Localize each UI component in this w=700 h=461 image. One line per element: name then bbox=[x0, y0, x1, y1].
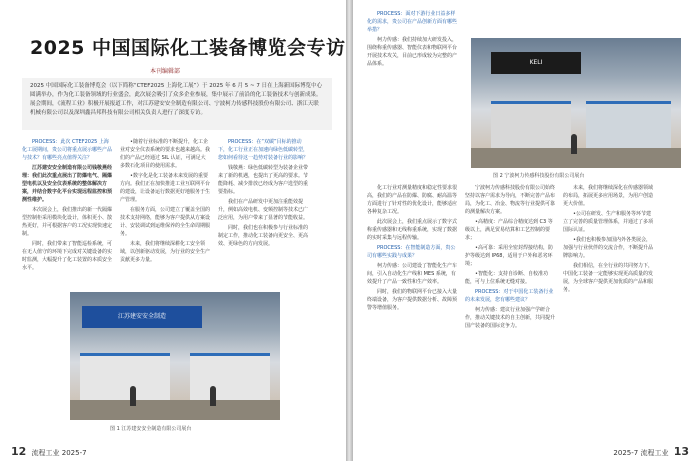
paragraph: •公司在研发、生产和服务等环节建立了完善的质量管理体系，并通过了多项国际认证。 bbox=[563, 211, 654, 233]
text-column bbox=[367, 184, 457, 332]
text-column bbox=[563, 184, 653, 332]
page-number: 12 bbox=[11, 445, 27, 458]
right-page bbox=[353, 0, 700, 461]
left-page bbox=[0, 0, 346, 461]
body-columns-right bbox=[367, 184, 653, 332]
paragraph: 同时，我们带来了智能巡检系统，可在无人值守的环境下完成对关键设备的实时监测，大幅提升了化工装置的本质安全水平。 bbox=[22, 241, 113, 271]
body-columns-left bbox=[22, 138, 308, 274]
text-column bbox=[465, 184, 555, 332]
top-columns-right bbox=[367, 10, 457, 70]
paragraph: •数字化是化工装备未来发展的重要方向。我们正在加快推进工业互联网平台的建设，让设备运行数据更好地服务于生产管理。 bbox=[120, 173, 211, 203]
article-title: 2025 中国国际化工装备博览会专访 bbox=[30, 37, 346, 59]
paragraph: 同时，我们也在积极参与行业标准的制定工作，推动化工装备向更安全、更高效、更绿色的方向发展。 bbox=[218, 225, 309, 247]
paragraph: 江苏建安安全制造有限公司钱敬燕经理：我们此次重点展出了防爆电气、隔爆型电机以及安全仪表系统的整体解决方案，并结合数字化平台实现远程监控和预测性维护。 bbox=[22, 165, 113, 203]
booth-photo-1 bbox=[70, 292, 280, 420]
photo-person bbox=[571, 134, 577, 154]
photo-caption: 图 1 江苏建安安全制造有限公司展台 bbox=[110, 426, 192, 432]
text-column bbox=[120, 138, 210, 274]
page-footer bbox=[8, 445, 87, 458]
paragraph: 未来，我们将继续深化在传感器领域的布局，拓展更多应用场景，为用户创造更大价值。 bbox=[563, 185, 654, 207]
paragraph: 未来，我们将继续深耕化工安全领域，以创新驱动发展，为行业的安全生产贡献更多力量。 bbox=[120, 241, 211, 263]
photo-banner: 江苏建安安全制造 bbox=[82, 306, 202, 328]
text-column bbox=[367, 10, 457, 70]
journal-name: 流程工业 2025-7 bbox=[31, 449, 87, 457]
paragraph: 柯力传感：我们持续加大研发投入，围绕称重传感器、智能仪表和物联网平台开展技术攻关，目前已形成较为完整的产品体系。 bbox=[367, 37, 458, 67]
photo-caption: 图 2 宁波柯力传感科技股份有限公司展台 bbox=[493, 173, 585, 179]
paragraph: •我们也积极参加国内外各类展会，加强与行业伙伴的交流合作，不断提升品牌影响力。 bbox=[563, 237, 654, 259]
page-number: 13 bbox=[673, 445, 689, 458]
paragraph: 柯力传感：公司建设了智能化生产车间，引入自动化生产线和 MES 系统，有效提升了产品一致性和生产效率。 bbox=[367, 263, 458, 285]
paragraph: 我们在产品研发中更加注重能效提升，例如高效电机、变频控制等技术已广泛应用，为用户带来了显著的节能收益。 bbox=[218, 199, 309, 221]
paragraph: 在服务方面，公司建立了覆盖全国的技术支持网络，能够为客户提供从方案设计、安装调试到运维保养的全生命周期服务。 bbox=[120, 207, 211, 237]
paragraph: PROCESS：在“双碳”目标的推动下，化工行业正在加速向绿色低碳转型，您如何看待这一趋势对装备行业的影响？ bbox=[218, 139, 309, 161]
paragraph: 宁波柯力传感科技股份有限公司始终坚持以客户需求为导向，不断完善产品布局，为化工、冶金、物流等行业提供可靠的测量解决方案。 bbox=[465, 185, 556, 215]
photo-person bbox=[130, 386, 136, 406]
paragraph: 柯力传感：建议行业加强产学研合作，推动关键技术的自主创新，共同提升国产装备的国际竞争力。 bbox=[465, 307, 556, 329]
photo-booth bbox=[586, 101, 671, 150]
paragraph: •高可靠：采用全密封焊接结构，防护等级达到 IP68，适用于户外和恶劣环境； bbox=[465, 245, 553, 267]
paragraph: 我们相信，在全行业的共同努力下，中国化工装备一定能够实现更高质量的发展，为全球客户提供更加优质的产品和服务。 bbox=[563, 263, 654, 293]
paragraph: PROCESS：此次 CTEF2025 上海化工展期间，贵公司将重点展示哪些产品与技术？有哪些亮点值得关注？ bbox=[22, 139, 113, 161]
paragraph: 本次展会上，我们推出的新一代隔爆型控制柜采用模块化设计，体积更小、散热更好，并可根据客户的工况实现快速定制。 bbox=[22, 207, 113, 237]
byline: 本刊编辑部 bbox=[150, 68, 181, 75]
paragraph: 此次展会上，我们重点展示了数字式称重传感器和无线称重系统，实现了数据的实时采集与远程传输。 bbox=[367, 219, 458, 241]
photo-booth bbox=[190, 353, 270, 402]
paragraph: 钱敬燕：绿色低碳转型为装备企业带来了新的机遇，也提出了更高的要求。节能降耗、减少排放已经成为客户选型的重要指标。 bbox=[218, 165, 309, 195]
page-footer bbox=[613, 445, 692, 458]
paragraph: 化工行业对测量精度和稳定性要求很高，我们的产品在防爆、防腐、耐高温等方面进行了针对性的优化设计，能够适应各种复杂工况。 bbox=[367, 185, 458, 215]
journal-name: 2025-7 流程工业 bbox=[613, 449, 669, 457]
paragraph: PROCESS：面对下游行业日益多样化的需求，贵公司在产品创新方面有哪些举措？ bbox=[367, 11, 458, 33]
page-gutter bbox=[346, 0, 353, 461]
paragraph: •智能化：支持自诊断、自校准功能，可与上位系统无缝对接。 bbox=[465, 271, 548, 285]
paragraph: •随着行业标准的不断提升，化工企业对安全仪表系统的要求也越来越高。我们的产品已经通过 SIL 认证，可满足大多数石化项目的使用需求。 bbox=[120, 139, 211, 169]
text-column bbox=[22, 138, 112, 274]
photo-banner: KELI bbox=[491, 52, 581, 74]
photo-person bbox=[210, 386, 216, 406]
intro-box bbox=[22, 78, 332, 130]
paragraph: PROCESS：对于中国化工装备行业的未来发展，您有哪些建议？ bbox=[465, 289, 554, 303]
photo-floor bbox=[70, 400, 280, 420]
paragraph: PROCESS：在智能制造方面，贵公司有哪些实践与成果？ bbox=[367, 245, 456, 259]
paragraph: •高精度：产品综合精度达到 C3 等级以上，满足贸易结算和工艺控制的要求； bbox=[465, 219, 553, 241]
intro-text: 2025 中国国际化工装备博览会（以下简称“CTEF2025 上海化工展”）于 2025 年 6 月 5 ~ 7 日在上海新国际博览中心圆满举办，作为化工装备领域的行业盛会，此次展会吸引了众多企业参展，集中展示了前沿的化工装备技术与创新成果。展会期间，《流程工业》积极开展报道工作，对江苏建安安全制造有限公司、宁波柯力传感科技股份有限公司、浙江天联机械有限公司以及深圳鑫昌邦科技有限公司相关负责人进行了深度专访。 bbox=[30, 83, 323, 116]
photo-booth bbox=[491, 101, 571, 150]
booth-photo-2 bbox=[471, 38, 681, 168]
paragraph: 同时，我们的物联网平台已接入大量终端设备，为客户提供数据分析、故障预警等增值服务。 bbox=[367, 289, 458, 311]
photo-booth bbox=[80, 353, 170, 402]
text-column bbox=[218, 138, 308, 274]
